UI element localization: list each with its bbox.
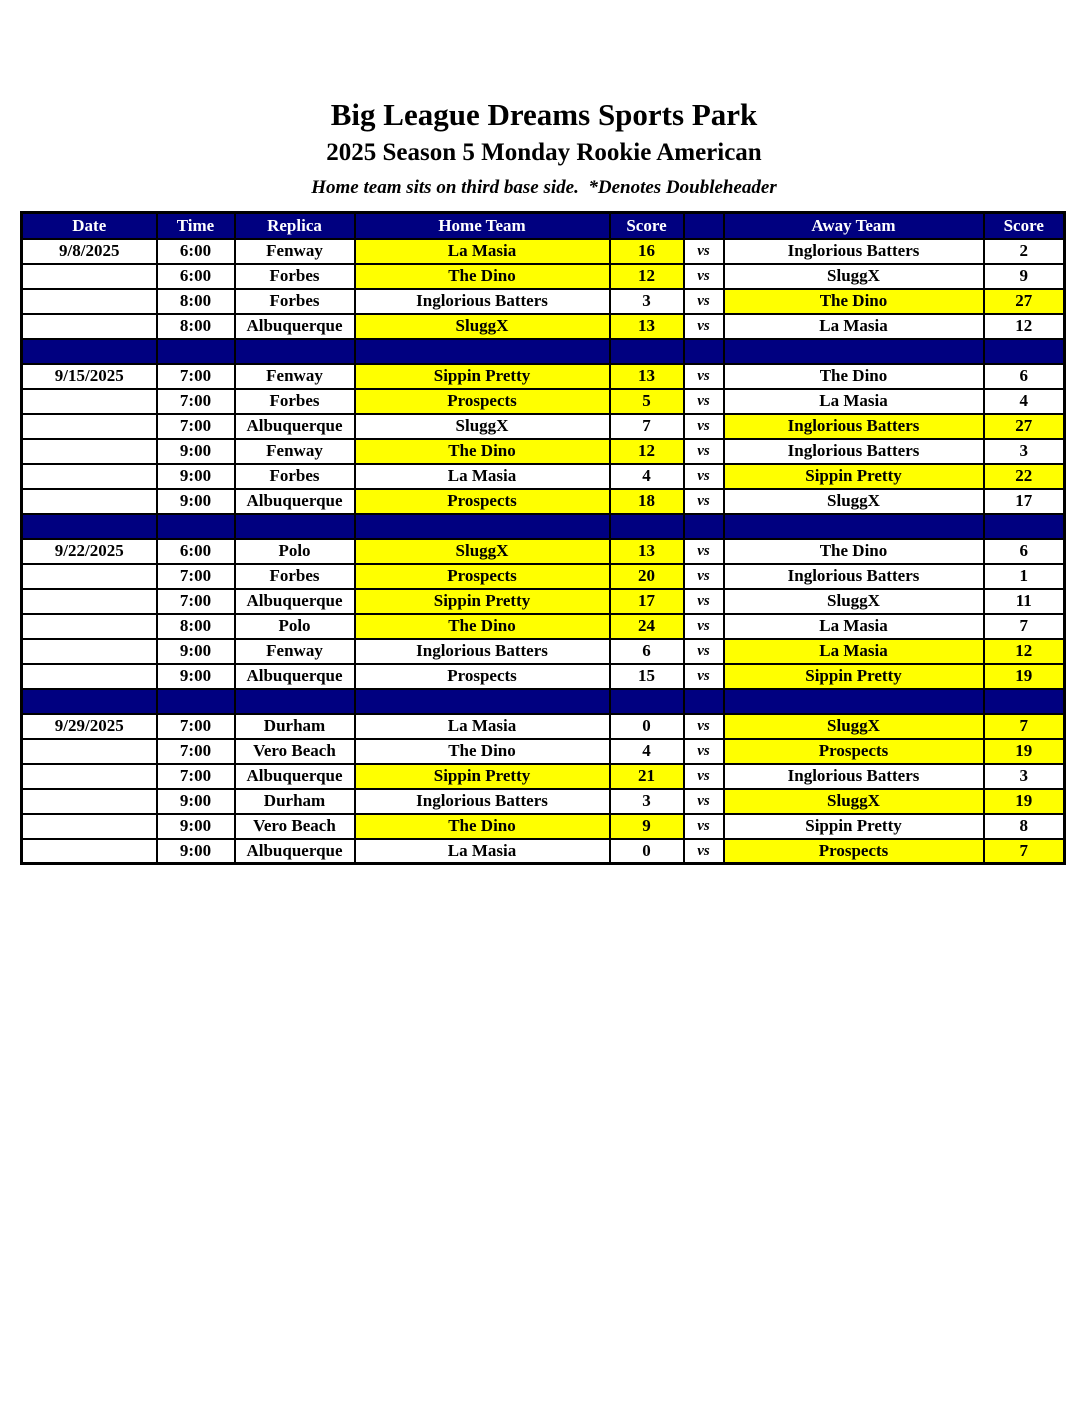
replica-cell: Albuquerque	[235, 314, 355, 339]
vs-cell: vs	[684, 239, 724, 264]
block-separator-row	[22, 514, 1065, 539]
home-team-cell: La Masia	[355, 714, 610, 739]
home-score-cell: 20	[610, 564, 684, 589]
time-cell: 9:00	[157, 639, 235, 664]
vs-cell: vs	[684, 639, 724, 664]
away-score-cell: 12	[984, 314, 1065, 339]
vs-cell: vs	[684, 489, 724, 514]
home-score-cell: 24	[610, 614, 684, 639]
away-team-cell: Inglorious Batters	[724, 564, 984, 589]
date-cell: 9/15/2025	[22, 364, 157, 389]
away-score-cell: 27	[984, 414, 1065, 439]
away-score-cell: 17	[984, 489, 1065, 514]
separator-cell	[984, 514, 1065, 539]
separator-cell	[684, 689, 724, 714]
away-team-cell: The Dino	[724, 289, 984, 314]
away-score-cell: 6	[984, 364, 1065, 389]
away-team-cell: La Masia	[724, 389, 984, 414]
time-cell: 9:00	[157, 664, 235, 689]
date-cell	[22, 464, 157, 489]
separator-cell	[724, 339, 984, 364]
replica-cell: Albuquerque	[235, 664, 355, 689]
separator-cell	[22, 339, 157, 364]
away-team-cell: La Masia	[724, 314, 984, 339]
vs-cell: vs	[684, 314, 724, 339]
date-cell: 9/8/2025	[22, 239, 157, 264]
away-team-cell: SluggX	[724, 714, 984, 739]
date-cell	[22, 389, 157, 414]
column-header-home-team: Home Team	[355, 213, 610, 239]
vs-cell: vs	[684, 764, 724, 789]
game-row	[22, 664, 1065, 689]
separator-cell	[984, 339, 1065, 364]
home-score-cell: 21	[610, 764, 684, 789]
schedule-table	[20, 211, 1066, 865]
game-row	[22, 539, 1065, 564]
replica-cell: Forbes	[235, 464, 355, 489]
away-score-cell: 19	[984, 739, 1065, 764]
vs-cell: vs	[684, 564, 724, 589]
away-team-cell: SluggX	[724, 589, 984, 614]
home-score-cell: 9	[610, 814, 684, 839]
time-cell: 8:00	[157, 614, 235, 639]
away-team-cell: Inglorious Batters	[724, 239, 984, 264]
time-cell: 9:00	[157, 839, 235, 864]
game-row	[22, 239, 1065, 264]
away-team-cell: Inglorious Batters	[724, 439, 984, 464]
separator-cell	[984, 689, 1065, 714]
vs-cell: vs	[684, 614, 724, 639]
home-team-cell: Prospects	[355, 664, 610, 689]
home-team-cell: SluggX	[355, 539, 610, 564]
home-team-cell: Inglorious Batters	[355, 789, 610, 814]
time-cell: 6:00	[157, 264, 235, 289]
home-team-cell: Sippin Pretty	[355, 589, 610, 614]
separator-cell	[684, 514, 724, 539]
home-team-cell: Prospects	[355, 564, 610, 589]
replica-cell: Forbes	[235, 289, 355, 314]
game-row	[22, 739, 1065, 764]
replica-cell: Vero Beach	[235, 814, 355, 839]
separator-cell	[235, 514, 355, 539]
replica-cell: Fenway	[235, 439, 355, 464]
home-score-cell: 4	[610, 739, 684, 764]
replica-cell: Fenway	[235, 364, 355, 389]
date-cell	[22, 439, 157, 464]
game-row	[22, 764, 1065, 789]
away-score-cell: 19	[984, 664, 1065, 689]
away-score-cell: 8	[984, 814, 1065, 839]
game-row	[22, 639, 1065, 664]
home-score-cell: 4	[610, 464, 684, 489]
away-score-cell: 12	[984, 639, 1065, 664]
time-cell: 7:00	[157, 589, 235, 614]
away-team-cell: Sippin Pretty	[724, 664, 984, 689]
game-row	[22, 589, 1065, 614]
away-score-cell: 7	[984, 614, 1065, 639]
home-team-cell: Sippin Pretty	[355, 764, 610, 789]
date-cell	[22, 789, 157, 814]
separator-cell	[684, 339, 724, 364]
replica-cell: Forbes	[235, 264, 355, 289]
game-row	[22, 389, 1065, 414]
vs-cell: vs	[684, 389, 724, 414]
separator-cell	[610, 514, 684, 539]
home-score-cell: 6	[610, 639, 684, 664]
home-team-cell: The Dino	[355, 814, 610, 839]
column-header-replica: Replica	[235, 213, 355, 239]
separator-cell	[355, 514, 610, 539]
separator-cell	[724, 689, 984, 714]
replica-cell: Polo	[235, 539, 355, 564]
date-cell	[22, 489, 157, 514]
column-header-time: Time	[157, 213, 235, 239]
replica-cell: Polo	[235, 614, 355, 639]
time-cell: 7:00	[157, 414, 235, 439]
home-team-cell: The Dino	[355, 264, 610, 289]
time-cell: 9:00	[157, 489, 235, 514]
date-cell	[22, 589, 157, 614]
away-score-cell: 27	[984, 289, 1065, 314]
home-team-cell: La Masia	[355, 239, 610, 264]
date-cell	[22, 314, 157, 339]
away-team-cell: SluggX	[724, 789, 984, 814]
home-score-cell: 13	[610, 314, 684, 339]
vs-cell: vs	[684, 264, 724, 289]
block-separator-row	[22, 339, 1065, 364]
away-score-cell: 7	[984, 839, 1065, 864]
away-score-cell: 3	[984, 439, 1065, 464]
game-row	[22, 464, 1065, 489]
time-cell: 7:00	[157, 764, 235, 789]
game-row	[22, 814, 1065, 839]
time-cell: 9:00	[157, 789, 235, 814]
separator-cell	[355, 339, 610, 364]
away-team-cell: Prospects	[724, 739, 984, 764]
replica-cell: Albuquerque	[235, 839, 355, 864]
date-cell	[22, 264, 157, 289]
replica-cell: Forbes	[235, 389, 355, 414]
game-row	[22, 414, 1065, 439]
separator-cell	[610, 689, 684, 714]
home-team-cell: Sippin Pretty	[355, 364, 610, 389]
column-header-vs-spacer	[684, 213, 724, 239]
replica-cell: Albuquerque	[235, 414, 355, 439]
time-cell: 8:00	[157, 289, 235, 314]
home-team-note: Home team sits on third base side. *Denotes Doubleheader	[311, 176, 777, 198]
away-team-cell: Prospects	[724, 839, 984, 864]
time-cell: 9:00	[157, 464, 235, 489]
home-team-cell: Inglorious Batters	[355, 639, 610, 664]
game-row	[22, 714, 1065, 739]
away-team-cell: Inglorious Batters	[724, 764, 984, 789]
block-separator-row	[22, 689, 1065, 714]
home-team-cell: The Dino	[355, 439, 610, 464]
home-team-cell: Prospects	[355, 389, 610, 414]
game-row	[22, 839, 1065, 864]
vs-cell: vs	[684, 289, 724, 314]
time-cell: 7:00	[157, 389, 235, 414]
replica-cell: Fenway	[235, 239, 355, 264]
away-score-cell: 2	[984, 239, 1065, 264]
separator-cell	[157, 689, 235, 714]
vs-cell: vs	[684, 539, 724, 564]
vs-cell: vs	[684, 364, 724, 389]
vs-cell: vs	[684, 814, 724, 839]
vs-cell: vs	[684, 739, 724, 764]
separator-cell	[157, 339, 235, 364]
separator-cell	[22, 689, 157, 714]
home-score-cell: 13	[610, 539, 684, 564]
game-row	[22, 289, 1065, 314]
home-score-cell: 17	[610, 589, 684, 614]
date-cell	[22, 289, 157, 314]
away-team-cell: The Dino	[724, 539, 984, 564]
home-score-cell: 12	[610, 264, 684, 289]
date-cell: 9/29/2025	[22, 714, 157, 739]
date-cell	[22, 639, 157, 664]
vs-cell: vs	[684, 414, 724, 439]
vs-cell: vs	[684, 714, 724, 739]
time-cell: 8:00	[157, 314, 235, 339]
date-cell	[22, 764, 157, 789]
away-score-cell: 6	[984, 539, 1065, 564]
separator-cell	[157, 514, 235, 539]
page-subtitle: 2025 Season 5 Monday Rookie American	[326, 139, 762, 167]
away-team-cell: La Masia	[724, 639, 984, 664]
home-score-cell: 3	[610, 289, 684, 314]
separator-cell	[610, 339, 684, 364]
away-score-cell: 7	[984, 714, 1065, 739]
home-score-cell: 3	[610, 789, 684, 814]
vs-cell: vs	[684, 464, 724, 489]
away-team-cell: SluggX	[724, 489, 984, 514]
date-cell	[22, 414, 157, 439]
date-cell	[22, 839, 157, 864]
away-score-cell: 1	[984, 564, 1065, 589]
column-header-row	[22, 213, 1065, 239]
home-team-cell: La Masia	[355, 839, 610, 864]
away-score-cell: 19	[984, 789, 1065, 814]
home-team-cell: SluggX	[355, 414, 610, 439]
game-row	[22, 314, 1065, 339]
page-title: Big League Dreams Sports Park	[330, 97, 758, 132]
replica-cell: Albuquerque	[235, 764, 355, 789]
date-cell	[22, 814, 157, 839]
schedule-body	[22, 239, 1065, 864]
vs-cell: vs	[684, 839, 724, 864]
time-cell: 7:00	[157, 564, 235, 589]
separator-cell	[22, 514, 157, 539]
vs-cell: vs	[684, 589, 724, 614]
date-cell	[22, 614, 157, 639]
home-score-cell: 16	[610, 239, 684, 264]
away-score-cell: 22	[984, 464, 1065, 489]
date-cell	[22, 739, 157, 764]
separator-cell	[724, 514, 984, 539]
away-team-cell: Sippin Pretty	[724, 814, 984, 839]
game-row	[22, 439, 1065, 464]
game-row	[22, 364, 1065, 389]
home-team-cell: Prospects	[355, 489, 610, 514]
column-header-away-team: Away Team	[724, 213, 984, 239]
column-header-home-score: Score	[610, 213, 684, 239]
time-cell: 6:00	[157, 239, 235, 264]
home-team-cell: The Dino	[355, 614, 610, 639]
replica-cell: Vero Beach	[235, 739, 355, 764]
home-score-cell: 18	[610, 489, 684, 514]
game-row	[22, 614, 1065, 639]
vs-cell: vs	[684, 789, 724, 814]
home-score-cell: 7	[610, 414, 684, 439]
away-score-cell: 4	[984, 389, 1065, 414]
away-team-cell: The Dino	[724, 364, 984, 389]
home-score-cell: 5	[610, 389, 684, 414]
vs-cell: vs	[684, 439, 724, 464]
away-team-cell: Sippin Pretty	[724, 464, 984, 489]
away-team-cell: La Masia	[724, 614, 984, 639]
home-score-cell: 0	[610, 714, 684, 739]
replica-cell: Fenway	[235, 639, 355, 664]
home-team-cell: The Dino	[355, 739, 610, 764]
separator-cell	[235, 689, 355, 714]
replica-cell: Durham	[235, 789, 355, 814]
away-score-cell: 9	[984, 264, 1065, 289]
away-team-cell: SluggX	[724, 264, 984, 289]
separator-cell	[355, 689, 610, 714]
separator-cell	[235, 339, 355, 364]
home-score-cell: 12	[610, 439, 684, 464]
home-score-cell: 13	[610, 364, 684, 389]
vs-cell: vs	[684, 664, 724, 689]
game-row	[22, 264, 1065, 289]
home-team-cell: Inglorious Batters	[355, 289, 610, 314]
game-row	[22, 789, 1065, 814]
away-team-cell: Inglorious Batters	[724, 414, 984, 439]
date-cell: 9/22/2025	[22, 539, 157, 564]
game-row	[22, 489, 1065, 514]
time-cell: 6:00	[157, 539, 235, 564]
time-cell: 9:00	[157, 439, 235, 464]
home-score-cell: 15	[610, 664, 684, 689]
replica-cell: Albuquerque	[235, 589, 355, 614]
time-cell: 7:00	[157, 739, 235, 764]
replica-cell: Durham	[235, 714, 355, 739]
document-header	[0, 0, 1088, 198]
time-cell: 7:00	[157, 714, 235, 739]
column-header-date: Date	[22, 213, 157, 239]
home-team-cell: SluggX	[355, 314, 610, 339]
home-team-cell: La Masia	[355, 464, 610, 489]
date-cell	[22, 564, 157, 589]
time-cell: 9:00	[157, 814, 235, 839]
game-row	[22, 564, 1065, 589]
date-cell	[22, 664, 157, 689]
column-header-away-score: Score	[984, 213, 1065, 239]
away-score-cell: 11	[984, 589, 1065, 614]
home-score-cell: 0	[610, 839, 684, 864]
away-score-cell: 3	[984, 764, 1065, 789]
replica-cell: Albuquerque	[235, 489, 355, 514]
replica-cell: Forbes	[235, 564, 355, 589]
time-cell: 7:00	[157, 364, 235, 389]
